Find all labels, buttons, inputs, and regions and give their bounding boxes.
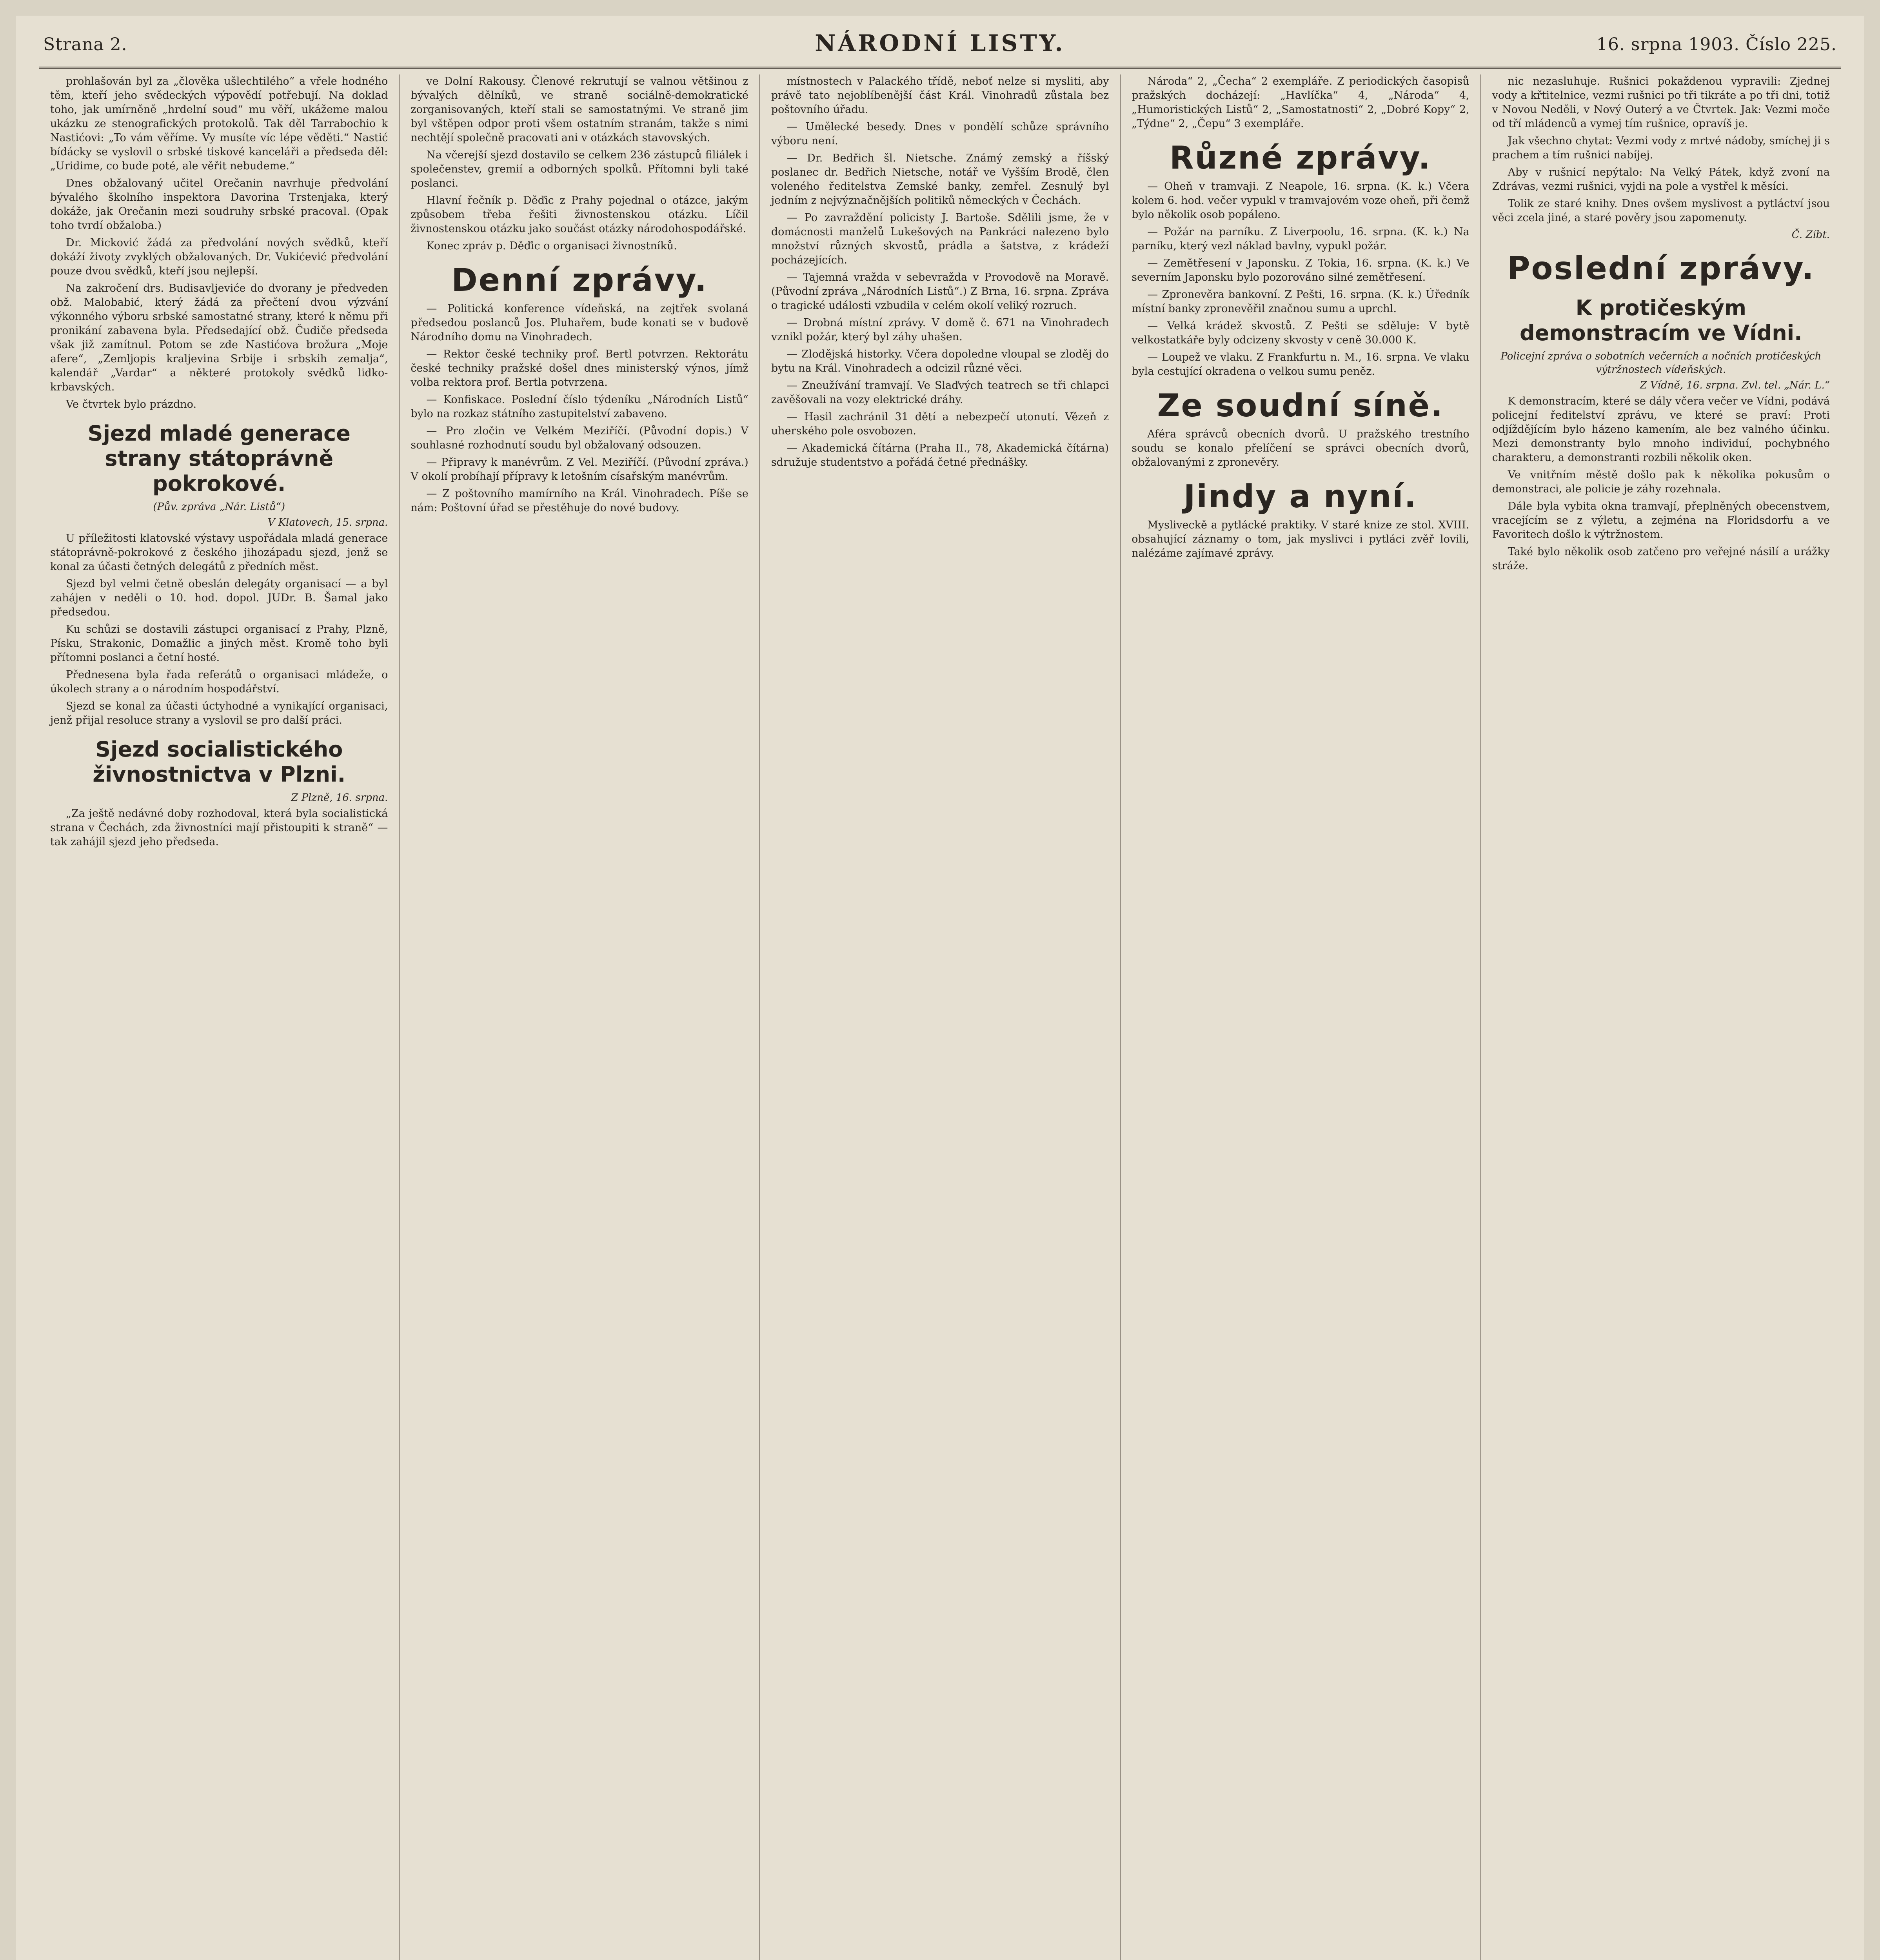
article-paragraph: — Politická konference vídeňská, na zejtřek svolaná předsedou poslanců Jos. Pluhařem, bude konati se v budově Národního domu na Vinohradech. bbox=[411, 303, 748, 343]
article-paragraph: U příležitosti klatovské výstavy uspořádala mladá generace státoprávně-pokrokové z českého jihozápadu sjezd, jenž se konal za účasti četných delegátů z předních měst. bbox=[50, 532, 388, 573]
column-5 bbox=[1481, 74, 1841, 1960]
article-dateline: Z Plzně, 16. srpna. bbox=[291, 792, 388, 804]
newspaper-page bbox=[16, 16, 1864, 1960]
article-paragraph: — Loupež ve vlaku. Z Frankfurtu n. M., 16. srpna. Ve vlaku byla cestující okradena o velkou sumu peněz. bbox=[1132, 351, 1469, 377]
article-heading: Denní zprávy. bbox=[451, 262, 708, 298]
article-subheading: (Pův. zpráva „Nár. Listů“) bbox=[153, 501, 285, 513]
article-paragraph: — Oheň v tramvaji. Z Neapole, 16. srpna. (K. k.) Včera kolem 6. hod. večer vypukl v tramvajovém voze oheň, při čemž bylo několik osob popáleno. bbox=[1132, 180, 1469, 221]
article-paragraph: Aféra správců obecních dvorů. U pražského trestního soudu se konalo přelíčení se správci obecních dvorů, obžalovanými z zpronevěry. bbox=[1132, 428, 1469, 468]
article-paragraph: Jak všechno chytat: Vezmi vody z mrtvé nádoby, smíchej ji s prachem a tím rušnici nabíjej. bbox=[1492, 135, 1830, 161]
article-paragraph: nic nezasluhuje. Rušnici pokaždenou vypravili: Zjednej vody a křtitelnice, vezmi rušnici po tři tikráte a po tři dni, totiž v Novou Neděli, v Nový Outerý a ve Čtvrtek. Jak: Vezmi moče od tří mládenců a vymej tím rušnice, opravíš je. bbox=[1492, 75, 1830, 130]
column-1 bbox=[39, 74, 400, 1960]
article-paragraph: Ku schůzi se dostavili zástupci organisací z Prahy, Plzně, Písku, Strakonic, Domažlic a jiných měst. Kromě toho byli přítomni poslanci a četní hosté. bbox=[50, 623, 388, 664]
article-paragraph: Sjezd byl velmi četně obeslán delegáty organisací — a byl zahájen v neděli o 10. hod. dopol. JUDr. B. Šamal jako předsedou. bbox=[50, 578, 388, 618]
article-paragraph: Ve čtvrtek bylo prázdno. bbox=[66, 398, 197, 410]
author-signature: Č. Zíbt. bbox=[1791, 229, 1830, 241]
article-paragraph: — Umělecké besedy. Dnes v pondělí schůze správního výboru není. bbox=[771, 121, 1109, 147]
article-paragraph: Dr. Micković žádá za předvolání nových svědků, kteří dokáží životy zvyklých obžalovaných. Dr. Vukićević předvolání pouze dvou svědků, kteří jsou nejlepší. bbox=[50, 237, 388, 277]
article-heading: K protičeským demonstracím ve Vídni. bbox=[1519, 296, 1802, 345]
issue-date: 16. srpna 1903. Číslo 225. bbox=[1596, 34, 1837, 54]
article-paragraph: — Hasil zachránil 31 dětí a nebezpečí utonutí. Vězeň z uherského pole osvobozen. bbox=[771, 411, 1109, 437]
article-paragraph: místnostech v Palackého třídě, neboť nelze si mysliti, aby právě tato nejoblíbenější část Král. Vinohradů zůstala bez poštovního úřadu. bbox=[771, 75, 1109, 116]
article-paragraph: Přednesena byla řada referátů o organisaci mládeže, o úkolech strany a o národním hospodářství. bbox=[50, 669, 388, 695]
article-heading: Sjezd socialistického živnostnictva v Plzni. bbox=[93, 737, 346, 787]
article-heading: Ze soudní síně. bbox=[1157, 387, 1444, 424]
article-paragraph: — Rektor české techniky prof. Bertl potvrzen. Rektorátu české techniky pražské došel dnes ministerský výnos, jímž volba rektora prof. Bertla potvrzena. bbox=[411, 348, 748, 388]
article-dateline: V Klatovech, 15. srpna. bbox=[267, 517, 388, 528]
article-paragraph: prohlašován byl za „člověka ušlechtilého“ a vřele hodného těm, kteří jeho svědeckých výpovědí potřebují. Na doklad toho, jak umírněně „hrdelní soud“ mu věří, ukážeme malou ukázku ze stenografických protokolů. Tak děl Tarrabochio k Nastićovi: „To vám věříme. Vy musíte víc lépe věděti.“ Nastić bídácky se vyslovil o srbské tiskové kanceláři a předseda děl: „Uridime, co bude poté, ale věřit nebudeme.“ bbox=[50, 75, 388, 172]
article-paragraph: — Zpronevěra bankovní. Z Pešti, 16. srpna. (K. k.) Úředník místní banky zpronevěřil značnou sumu a uprchl. bbox=[1132, 289, 1469, 315]
article-paragraph: — Z poštovního mamírního na Král. Vinohradech. Píše se nám: Poštovní úřad se přestěhuje do nové budovy. bbox=[411, 488, 748, 514]
article-paragraph: Dále byla vybita okna tramvají, přeplněných obecenstvem, vracejícím se z výletu, a zejména na Floridsdorfu a ve Favoritech došlo k výtržnostem. bbox=[1492, 500, 1830, 541]
article-paragraph: Hlavní řečník p. Děďic z Prahy pojednal o otázce, jakým způsobem třeba řešiti živnostenskou otázku. Líčil živnostenskou otázku jako součást otázky národohospodářské. bbox=[411, 194, 748, 235]
article-paragraph: — Připravy k manévrům. Z Vel. Meziříčí. (Původní zpráva.) V okolí probíhají přípravy k letošním císařským manévrům. bbox=[411, 456, 748, 483]
article-paragraph: Také bylo několik osob zatčeno pro veřejné násilí a urážky stráže. bbox=[1492, 546, 1830, 572]
article-paragraph: Národa“ 2, „Čecha“ 2 exempláře. Z periodických časopisů pražských docházejí: „Havlíčka“ 4, „Národa“ 4, „Humoristických Listů“ 2, „Samostatnosti“ 2, „Dobré Kopy“ 2, „Týdne“ 2, „Čepu“ 3 exempláře. bbox=[1132, 75, 1469, 130]
article-paragraph: Ve vnitřním městě došlo pak k několika pokusům o demonstraci, ale policie je záhy rozehnala. bbox=[1492, 469, 1830, 495]
article-paragraph: K demonstracím, které se dály včera večer ve Vídni, podává policejní ředitelství zprávu, ve které se praví: Proti odjíždějícím bylo házeno kamením, ale bez valného účinku. Mezi demonstranty bylo mnoho individuí, pochybného charakteru, a demonstranti rozbili několik oken. bbox=[1492, 395, 1830, 464]
article-paragraph: Na zakročení drs. Budisavljeviće do dvorany je předveden obž. Malobabić, který žádá za přečtení dvou výzvání výkonného výboru srbské samostatné strany, které k němu při pronikání zabavena byla. Předsedající obž. Čudiče předseda však již zamítnul. Potom se zde Nastićova brožura „Moje afere“, „Zemljopis kraljevina Srbije i srbskih zemalja“, kalendář „Vardar“ a některé protokoly svědků lidko-krbavských. bbox=[50, 282, 388, 393]
article-paragraph: — Po zavraždění policisty J. Bartoše. Sdělili jsme, že v domácnosti manželů Lukešových na Pankráci nalezeno bylo množství různých skvostů, prádla a šatstva, z krádeží pocházejících. bbox=[771, 212, 1109, 266]
article-paragraph: Na včerejší sjezd dostavilo se celkem 236 zástupců filiálek i společenstev, gremií a odborných spolků. Přítomni byli také poslanci. bbox=[411, 149, 748, 189]
article-paragraph: — Zneužívání tramvají. Ve Slaďvých teatrech se tři chlapci zavěšovali na vozy elektrické dráhy. bbox=[771, 379, 1109, 406]
article-paragraph: — Velká krádež skvostů. Z Pešti se sděluje: V bytě velkostatkáře byly odcizeny skvosty v ceně 30.000 K. bbox=[1132, 320, 1469, 346]
newspaper-title: NÁRODNÍ LISTY. bbox=[815, 30, 1065, 56]
article-dateline: Z Vídně, 16. srpna. Zvl. tel. „Nár. L.“ bbox=[1640, 379, 1830, 391]
article-paragraph: — Pro zločin ve Velkém Meziříčí. (Původní dopis.) V souhlasné rozhodnutí soudu byl obžalovaný odsouzen. bbox=[411, 425, 748, 451]
page-number: Strana 2. bbox=[43, 34, 127, 54]
article-paragraph: — Dr. Bedřich šl. Nietsche. Známý zemský a říšský poslanec dr. Bedřich Nietsche, notář ve Vyšším Brodě, člen voleného ředitelstva Zemské banky, zemřel. Zesnulý byl jedním z nejvýznačnějších politiků německých v Čechách. bbox=[771, 152, 1109, 207]
article-heading: Různé zprávy. bbox=[1170, 140, 1431, 176]
article-paragraph: Dnes obžalovaný učitel Orečanin navrhuje předvolání bývalého školního inspektora Davorina Trstenjaka, který dokáže, jak Orečanin mezi soudruhy srbské pracoval. (Opak toho tvrdí obžaloba.) bbox=[50, 177, 388, 232]
article-paragraph: Konec zpráv p. Děďic o organisaci živnostníků. bbox=[426, 240, 677, 252]
article-paragraph: Tolik ze staré knihy. Dnes ovšem myslivost a pytláctví jsou věci zcela jiné, a staré pověry jsou zapomenuty. bbox=[1492, 198, 1830, 224]
article-paragraph: — Zlodějská historky. Včera dopoledne vloupal se zloděj do bytu na Král. Vinohradech a odcizil různé věci. bbox=[771, 348, 1109, 374]
article-paragraph: Aby v rušnicí nepýtalo: Na Velký Pátek, když zvoní na Zdrávas, vezmi rušnici, vyjdi na pole a vystřel k měsíci. bbox=[1492, 166, 1830, 192]
column-4 bbox=[1121, 74, 1481, 1960]
article-heading: Poslední zprávy. bbox=[1507, 250, 1815, 287]
column-2 bbox=[400, 74, 760, 1960]
article-paragraph: — Akademická čítárna (Praha II., 78, Akademická čítárna) sdružuje studentstvo a pořádá četné přednášky. bbox=[771, 442, 1109, 468]
article-paragraph: Sjezd se konal za účasti úctyhodné a vynikající organisaci, jenž přijal resoluce strany a vyslovil se pro další práci. bbox=[50, 700, 388, 726]
article-paragraph: — Zemětřesení v Japonsku. Z Tokia, 16. srpna. (K. k.) Ve severním Japonsku bylo pozorováno silné zemětřesení. bbox=[1132, 257, 1469, 283]
article-paragraph: Mysliveckě a pytlácké praktiky. V staré knize ze stol. XVIII. obsahující záznamy o tom, jak myslivci i pytláci zvěř lovili, nalézáme zajímavé zprávy. bbox=[1132, 519, 1469, 559]
article-heading: Sjezd mladé generace strany státoprávně pokrokové. bbox=[87, 421, 351, 496]
article-paragraph: ve Dolní Rakousy. Členové rekrutují se valnou většinou z bývalých dělníků, ve straně sociálně-demokratické zorganisovaných, kteří stali se samostatnými. Ve straně jim byl vštěpen odpor proti všem ostatním stranám, takže s nimi nechtějí společně pracovati ani v otázkách stavovských. bbox=[411, 75, 748, 144]
article-paragraph: — Tajemná vražda v sebevražda v Provodově na Moravě. (Původní zpráva „Národních Listů“.) Z Brna, 16. srpna. Zpráva o tragické události vzbudila v celém okolí veliký rozruch. bbox=[771, 271, 1109, 312]
article-heading: Jindy a nyní. bbox=[1183, 478, 1417, 515]
article-paragraph: „Za ještě nedávné doby rozhodoval, která byla socialistická strana v Čechách, zda živnostníci mají přistoupiti k straně“ — tak zahájil sjezd jeho předseda. bbox=[50, 808, 388, 848]
article-paragraph: — Požár na parníku. Z Liverpoolu, 16. srpna. (K. k.) Na parníku, který vezl náklad bavlny, vypukl požár. bbox=[1132, 226, 1469, 252]
article-paragraph: — Konfiskace. Poslední číslo týdeníku „Národních Listů“ bylo na rozkaz státního zastupitelství zabaveno. bbox=[411, 394, 748, 420]
text-columns bbox=[39, 74, 1841, 1960]
article-subheading: Policejní zpráva o sobotních večerních a nočních protičeských výtržnostech vídeňských. bbox=[1500, 350, 1822, 376]
masthead bbox=[39, 24, 1841, 69]
column-3 bbox=[760, 74, 1121, 1960]
article-paragraph: — Drobná místní zprávy. V domě č. 671 na Vinohradech vznikl požár, který byl záhy uhašen. bbox=[771, 317, 1109, 343]
